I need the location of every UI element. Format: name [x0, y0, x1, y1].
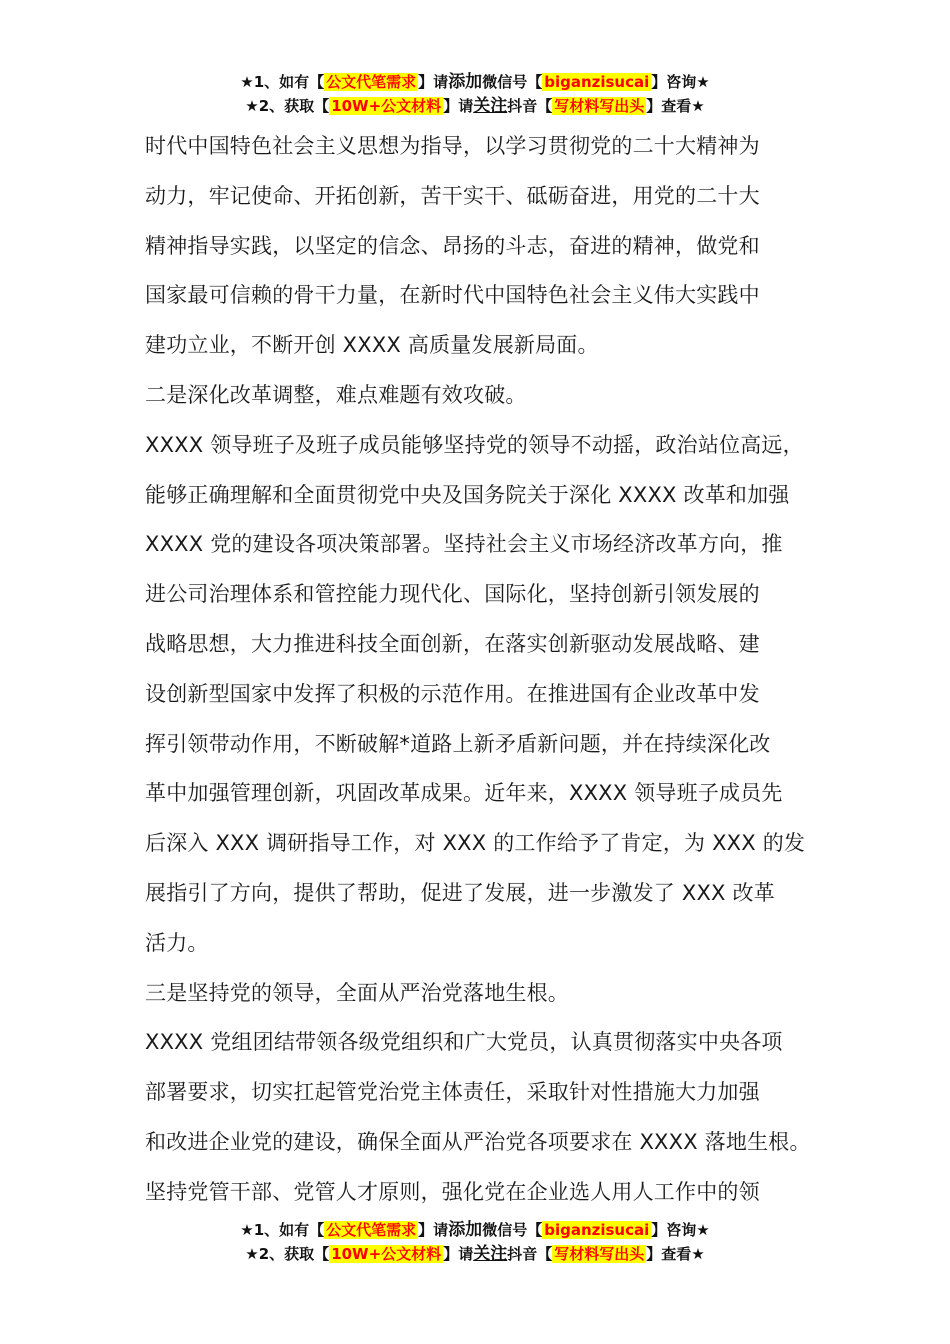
section-heading: 二是深化改革调整，难点难题有效攻破。 — [145, 382, 527, 407]
body-line: XXXX 党组团结带领各级党组织和广大党员，认真贯彻落实中央各项 — [145, 1030, 783, 1055]
body-line: XXXX 党的建设各项决策部署。坚持社会主义市场经济改革方向，推 — [145, 532, 783, 557]
body-line: 后深入 XXX 调研指导工作，对 XXX 的工作给予了肯定，为 XXX 的发 — [145, 831, 806, 856]
footer-banner — [0, 1218, 950, 1266]
highlight-materials: 10W+公文材料 — [331, 97, 442, 115]
highlight-douyin-account: 写材料写出头 — [554, 97, 645, 115]
highlight-service: 公文代笔需求 — [326, 73, 417, 91]
body-line: 展指引了方向，提供了帮助，促进了发展，进一步激发了 XXX 改革 — [145, 880, 775, 905]
body-line: 精神指导实践，以坚定的信念、昂扬的斗志，奋进的精神，做党和 — [145, 233, 760, 258]
banner-line-2: ★2、获取【 10W+公文材料 】请关注抖音【 写材料写出头 】查看★ — [245, 96, 705, 116]
body-line: 和改进企业党的建设，确保全面从严治党各项要求在 XXXX 落地生根。 — [145, 1129, 811, 1154]
header-banner — [0, 70, 950, 118]
body-line: XXXX 领导班子及班子成员能够坚持党的领导不动摇，政治站位高远， — [145, 432, 804, 457]
body-line: 革中加强管理创新，巩固改革成果。近年来，XXXX 领导班子成员先 — [145, 781, 783, 806]
banner-line-1: ★1、如有【 公文代笔需求 】请添加微信号【 biganzisucai 】咨询★ — [240, 72, 710, 92]
body-line: 部署要求，切实扛起管党治党主体责任，采取针对性措施大力加强 — [145, 1080, 760, 1105]
body-line: 进公司治理体系和管控能力现代化、国际化，坚持创新引领发展的 — [145, 582, 760, 607]
banner-line-1: ★1、如有【 公文代笔需求 】请添加微信号【 biganzisucai 】咨询★ — [240, 1220, 710, 1240]
section-heading: 三是坚持党的领导，全面从严治党落地生根。 — [145, 980, 569, 1005]
highlight-service: 公文代笔需求 — [326, 1221, 417, 1239]
body-line: 建功立业，不断开创 XXXX 高质量发展新局面。 — [145, 333, 599, 358]
highlight-wechat-id: biganzisucai — [544, 73, 650, 91]
banner-line-2: ★2、获取【 10W+公文材料 】请关注抖音【 写材料写出头 】查看★ — [245, 1244, 705, 1264]
body-line: 动力，牢记使命、开拓创新，苦干实干、砥砺奋进，用党的二十大 — [145, 183, 760, 208]
body-line: 时代中国特色社会主义思想为指导，以学习贯彻党的二十大精神为 — [145, 134, 760, 158]
body-line: 坚持党管干部、党管人才原则，强化党在企业选人用人工作中的领 — [145, 1179, 760, 1204]
highlight-douyin-account: 写材料写出头 — [554, 1245, 645, 1263]
body-line: 设创新型国家中发挥了积极的示范作用。在推进国有企业改革中发 — [145, 681, 760, 706]
highlight-wechat-id: biganzisucai — [544, 1221, 650, 1239]
body-line: 能够正确理解和全面贯彻党中央及国务院关于深化 XXXX 改革和加强 — [145, 482, 790, 507]
body-line: 战略思想，大力推进科技全面创新，在落实创新驱动发展战略、建 — [145, 631, 760, 656]
highlight-materials: 10W+公文材料 — [331, 1245, 442, 1263]
document-body — [145, 122, 835, 1218]
body-line: 活力。 — [145, 930, 209, 955]
body-line: 挥引领带动作用，不断破解*道路上新矛盾新问题，并在持续深化改 — [145, 731, 771, 756]
body-line: 国家最可信赖的骨干力量，在新时代中国特色社会主义伟大实践中 — [145, 283, 760, 308]
